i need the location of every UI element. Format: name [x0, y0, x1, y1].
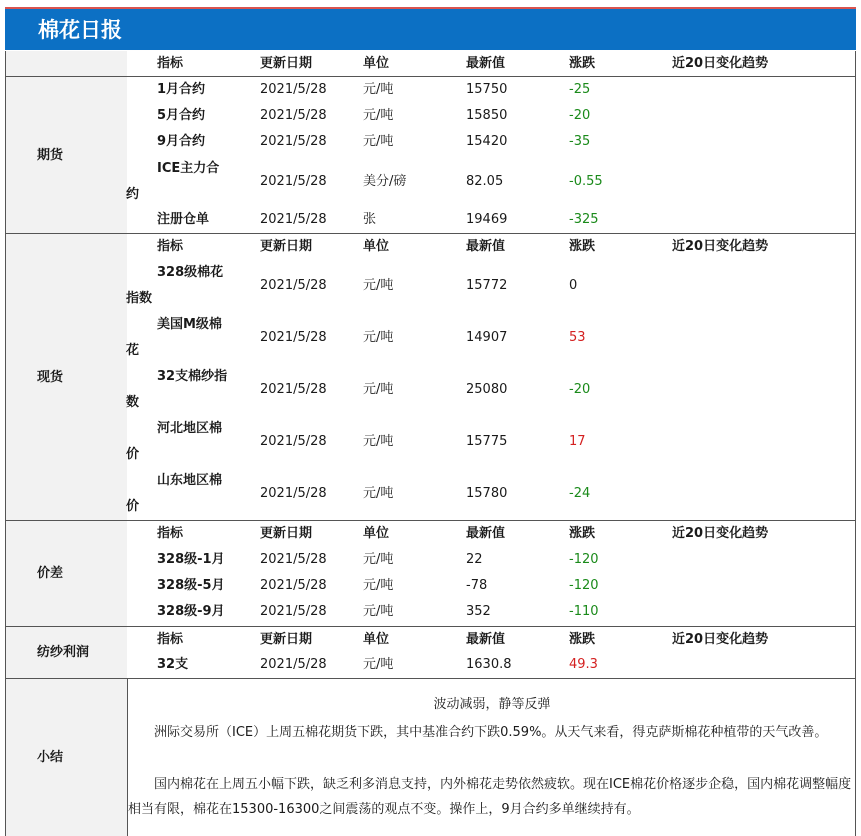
- header-latest: 最新值: [466, 632, 506, 647]
- row-value: 19469: [466, 212, 508, 227]
- header-date: 更新日期: [260, 632, 313, 647]
- row-date: 2021/5/28: [260, 434, 327, 449]
- row-value: 15772: [466, 278, 508, 293]
- row-name: 328级-9月: [157, 604, 225, 619]
- row-unit: 元/吨: [363, 657, 394, 672]
- section-label-spread: 价差: [37, 566, 64, 581]
- header-unit: 单位: [363, 239, 390, 254]
- row-name-line2: 花: [126, 343, 140, 358]
- row-date: 2021/5/28: [260, 382, 327, 397]
- frame-right: [855, 51, 856, 836]
- row-unit: 元/吨: [363, 486, 394, 501]
- summary-paragraph-1: 洲际交易所（ICE）上周五棉花期货下跌，其中基准合约下跌0.59%。从天气来看，得克萨斯棉花种植带的天气改善。: [154, 725, 828, 740]
- row-value: 82.05: [466, 174, 504, 189]
- header-trend: 近20日变化趋势: [672, 56, 769, 71]
- row-unit: 美分/磅: [363, 174, 407, 189]
- header-trend: 近20日变化趋势: [672, 526, 769, 541]
- row-date: 2021/5/28: [260, 134, 327, 149]
- divider-5: [5, 678, 856, 679]
- header-change: 涨跌: [569, 56, 596, 71]
- row-change: 53: [569, 330, 586, 345]
- row-change: 17: [569, 434, 586, 449]
- row-name: 1月合约: [157, 82, 206, 97]
- summary-paragraph-2: 国内棉花在上周五小幅下跌，缺乏利多消息支持，内外棉花走势依然疲软。现在ICE棉花价格逐步企稳，国内棉花调整幅度相当有限，棉花在15300-16300之间震荡的观点不变。操作上，9月合约多单继续持有。: [128, 777, 852, 817]
- row-name-line2: 数: [126, 395, 140, 410]
- row-date: 2021/5/28: [260, 212, 327, 227]
- title-bar: [5, 7, 856, 50]
- row-name: 328级-5月: [157, 578, 225, 593]
- row-unit: 元/吨: [363, 278, 394, 293]
- row-value: 1630.8: [466, 657, 512, 672]
- header-latest: 最新值: [466, 56, 506, 71]
- row-name-line2: 指数: [126, 291, 153, 306]
- header-date: 更新日期: [260, 239, 313, 254]
- row-date: 2021/5/28: [260, 657, 327, 672]
- divider-3: [5, 520, 856, 521]
- row-date: 2021/5/28: [260, 82, 327, 97]
- header-indicator: 指标: [157, 526, 184, 541]
- row-unit: 元/吨: [363, 134, 394, 149]
- row-date: 2021/5/28: [260, 108, 327, 123]
- row-change: -35: [569, 134, 591, 149]
- row-value: 15780: [466, 486, 508, 501]
- row-unit: 元/吨: [363, 552, 394, 567]
- row-date: 2021/5/28: [260, 552, 327, 567]
- row-name-line2: 价: [126, 499, 140, 514]
- frame-left: [5, 51, 6, 836]
- row-change: -25: [569, 82, 591, 97]
- section-label-summary: 小结: [37, 750, 64, 765]
- header-latest: 最新值: [466, 239, 506, 254]
- row-name: 注册仓单: [157, 212, 210, 227]
- row-name: 9月合约: [157, 134, 206, 149]
- row-change: -0.55: [569, 174, 603, 189]
- header-change: 涨跌: [569, 526, 596, 541]
- row-name: 32支: [157, 657, 189, 672]
- row-value: 14907: [466, 330, 508, 345]
- row-change: 49.3: [569, 657, 598, 672]
- header-unit: 单位: [363, 56, 390, 71]
- summary-title: 波动减弱，静等反弹: [433, 697, 551, 712]
- row-value: 15775: [466, 434, 508, 449]
- row-date: 2021/5/28: [260, 604, 327, 619]
- row-value: 15850: [466, 108, 508, 123]
- row-value: -78: [466, 578, 488, 593]
- label-column: [5, 51, 127, 836]
- row-name-line1: 32支棉纱指: [157, 369, 228, 384]
- row-change: -120: [569, 552, 599, 567]
- row-date: 2021/5/28: [260, 278, 327, 293]
- header-date: 更新日期: [260, 56, 313, 71]
- row-change: -325: [569, 212, 599, 227]
- row-change: -20: [569, 382, 591, 397]
- row-change: -120: [569, 578, 599, 593]
- header-trend: 近20日变化趋势: [672, 239, 769, 254]
- row-date: 2021/5/28: [260, 174, 327, 189]
- header-date: 更新日期: [260, 526, 313, 541]
- row-name: 5月合约: [157, 108, 206, 123]
- row-name-line1: 美国M级棉: [157, 317, 222, 332]
- divider-4: [5, 626, 856, 627]
- row-name-line1: 河北地区棉: [157, 421, 223, 436]
- row-unit: 元/吨: [363, 604, 394, 619]
- section-label-futures: 期货: [37, 148, 64, 163]
- row-unit: 元/吨: [363, 82, 394, 97]
- row-value: 25080: [466, 382, 508, 397]
- section-label-profit: 纺纱利润: [37, 645, 90, 660]
- header-change: 涨跌: [569, 632, 596, 647]
- row-name-line1: 328级棉花: [157, 265, 224, 280]
- row-name-line2: 约: [126, 187, 140, 202]
- row-unit: 元/吨: [363, 108, 394, 123]
- page-title: 棉花日报: [38, 18, 122, 42]
- row-name-line1: ICE主力合: [157, 161, 220, 176]
- row-name-line2: 价: [126, 447, 140, 462]
- row-unit: 元/吨: [363, 434, 394, 449]
- section-label-spot: 现货: [37, 370, 64, 385]
- header-change: 涨跌: [569, 239, 596, 254]
- row-unit: 元/吨: [363, 382, 394, 397]
- row-date: 2021/5/28: [260, 578, 327, 593]
- row-change: -110: [569, 604, 599, 619]
- row-name-line1: 山东地区棉: [157, 473, 223, 488]
- row-value: 352: [466, 604, 491, 619]
- header-latest: 最新值: [466, 526, 506, 541]
- row-unit: 元/吨: [363, 330, 394, 345]
- row-date: 2021/5/28: [260, 330, 327, 345]
- row-unit: 张: [363, 212, 377, 227]
- row-change: -20: [569, 108, 591, 123]
- header-indicator: 指标: [157, 56, 184, 71]
- header-indicator: 指标: [157, 632, 184, 647]
- header-unit: 单位: [363, 526, 390, 541]
- row-value: 22: [466, 552, 483, 567]
- divider-2: [5, 233, 856, 234]
- row-unit: 元/吨: [363, 578, 394, 593]
- row-change: 0: [569, 278, 578, 293]
- header-unit: 单位: [363, 632, 390, 647]
- row-date: 2021/5/28: [260, 486, 327, 501]
- row-change: -24: [569, 486, 591, 501]
- header-indicator: 指标: [157, 239, 184, 254]
- header-trend: 近20日变化趋势: [672, 632, 769, 647]
- row-value: 15750: [466, 82, 508, 97]
- row-value: 15420: [466, 134, 508, 149]
- row-name: 328级-1月: [157, 552, 225, 567]
- divider-1: [5, 76, 856, 77]
